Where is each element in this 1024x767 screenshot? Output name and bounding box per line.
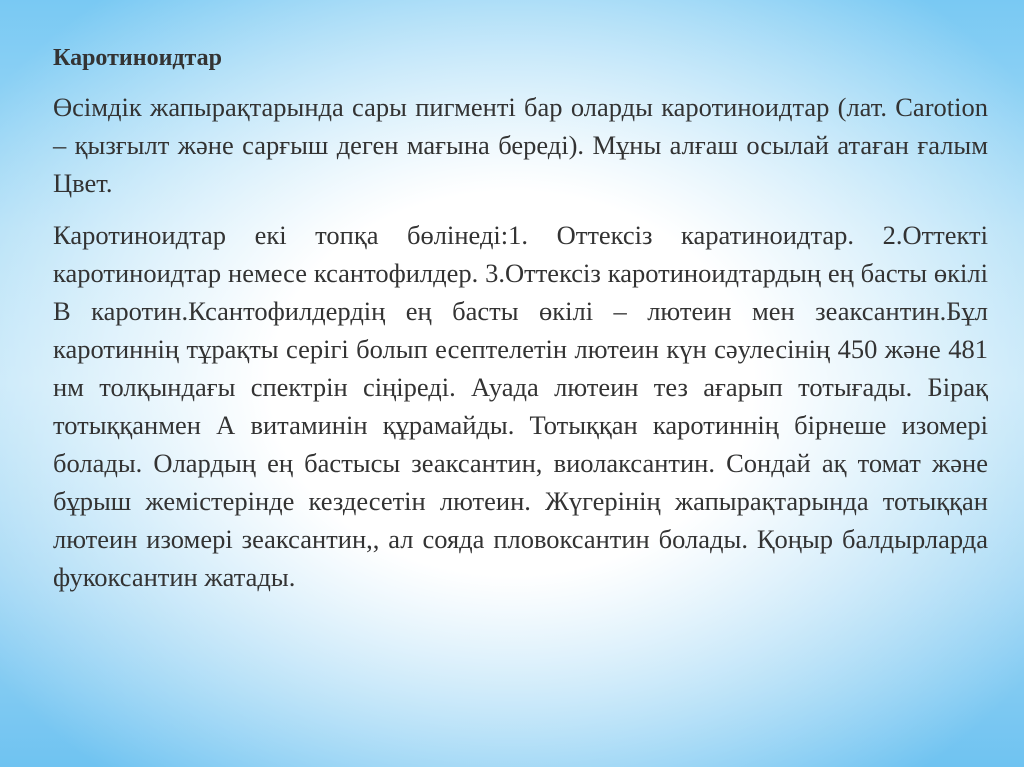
slide-heading: Каротиноидтар — [53, 45, 222, 71]
paragraph-intro: Өсімдік жапырақтарында сары пигменті бар оларды каротиноидтар (лат. Carotion – қызғылт және сарғыш деген мағына береді). Мұны алғаш осылай атаған ғалым Цвет. — [53, 92, 988, 198]
paragraph-body: Каротиноидтар екі топқа бөлінеді:1. Оттексіз каратиноидтар. 2.Оттекті каротиноидтар немесе ксантофилдер. 3.Оттексіз каротиноидтардың ең басты өкілі В каротин.Ксантофилдердің ең басты өкілі – лютеин мен зеаксантин.Бұл каротиннің тұрақты серігі болып есептелетін лютеин күн сәулесінің 450 және 481 нм толқындағы спектрін сіңіреді. Ауада лютеин тез ағарып тотығады. Бірақ тотыққанмен А витаминін құрамайды. Тотыққан каротиннің бірнеше изомері болады. Олардың ең бастысы зеаксантин, виолаксантин. Сондай ақ томат және бұрыш жемістерінде кездесетін лютеин. Жүгерінің жапырақтарында тотыққан лютеин изомері зеаксантин,, ал сояда пловоксантин болады. Қоңыр балдырларда фукоксантин жатады. — [53, 220, 988, 592]
slide-content — [53, 38, 988, 610]
